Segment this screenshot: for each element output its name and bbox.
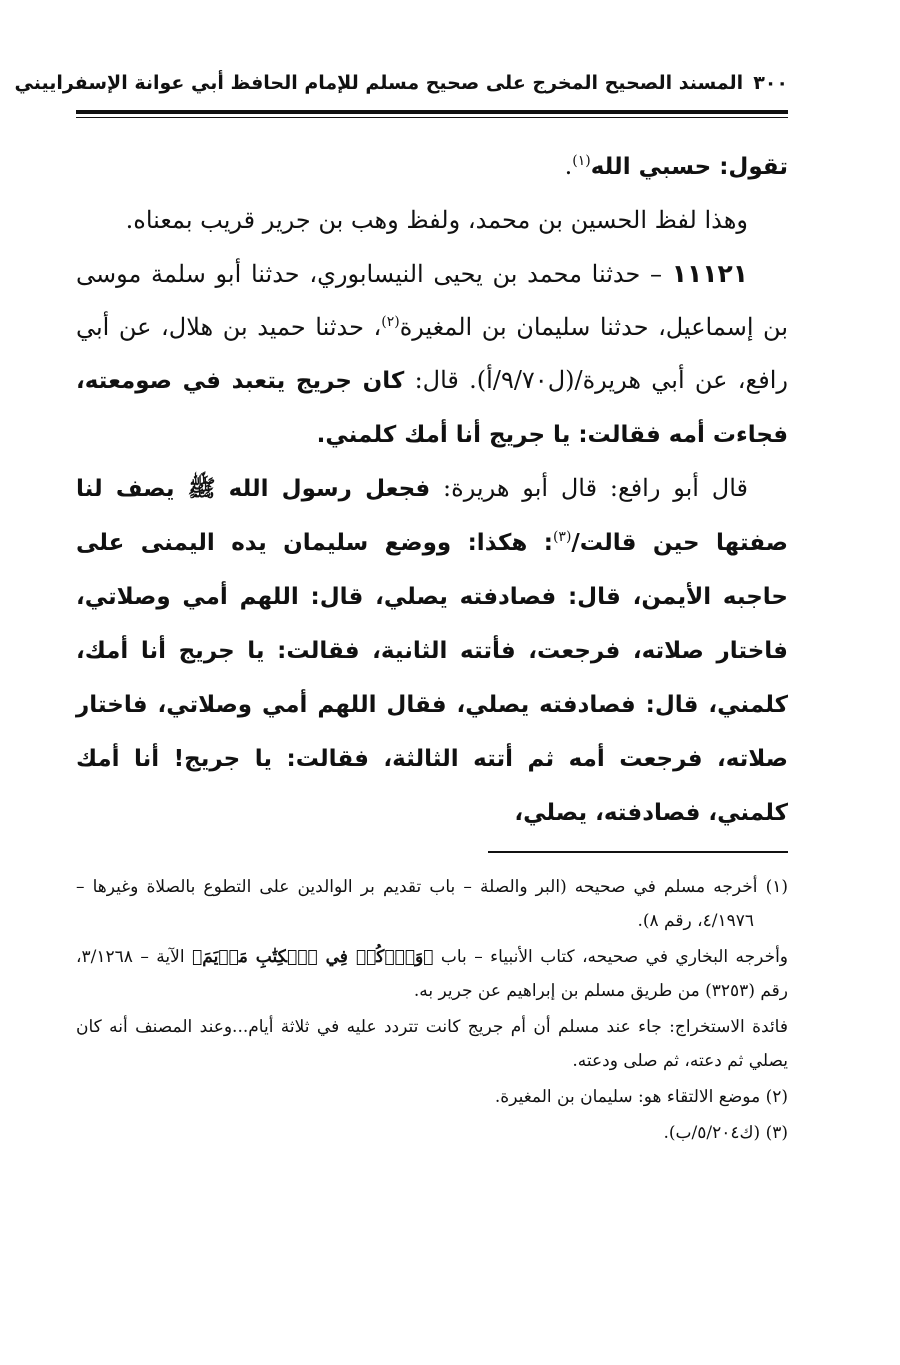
footnote-separator (488, 851, 788, 853)
footnote-ref-3: (٣) (552, 529, 572, 545)
main-text (76, 140, 788, 840)
paragraph-3 (76, 247, 788, 462)
matn-text-c: : هكذا: ووضع سليمان يده اليمنى على حاجبه الأيمن، قال: فصادفته يصلي، قال: اللهم أمي وصلاتي، فاختار صلاته، فرجعت، فأتته الثانية، فقالت: يا جريج أنا أمك، كلمني، قال: فصادفته يصلي، فقال اللهم أمي وصلاتي، فاختار صلاته، فرجعت أمه ثم أتته الثالثة، فقالت: يا جريج! أنا أمك كلمني، فصادفته، يصلي، (76, 530, 788, 826)
matn-text-b: فجعل رسول الله ﷺ يصف لنا صفتها حين قالت/ (76, 476, 788, 556)
paragraph-1-text: تقول: حسبي الله (590, 154, 788, 180)
paragraph-1-end: . (564, 152, 573, 180)
quran-verse: ﴿وَٱذۡكُرۡ فِي ٱلۡكِتَٰبِ مَرۡيَمَ﴾ (192, 947, 434, 967)
footnote-1: (١) أخرجه مسلم في صحيحه (البر والصلة – باب تقديم بر الوالدين على التطوع بالصلاة وغيرها – ٤/١٩٧٦، رقم ٨). (76, 877, 788, 931)
page-number: ٣٠٠ (753, 72, 788, 94)
hadith-number: ١١١٢١ (671, 259, 748, 288)
footnotes (76, 870, 788, 1152)
header-rule-thick (76, 110, 788, 114)
paragraph-4 (76, 462, 788, 840)
footnote-2: (٢) موضع الالتقاء هو: سليمان بن المغيرة. (494, 1087, 788, 1107)
footnote-1-bukhari-b: الآية – ٣/١٢٦٨، رقم (٣٢٥٣) من طريق مسلم بن إبراهيم عن جرير به. (76, 947, 788, 1001)
footnote-ref-1: (١) (572, 153, 591, 169)
footnote-1-bukhari-a: وأخرجه البخاري في صحيحه، كتاب الأنبياء – باب (440, 947, 789, 967)
footnote-3: (٣) (ك٥/٢٠٤/ب). (663, 1123, 788, 1143)
paragraph-1 (76, 140, 788, 194)
footnote-1-benefit: فائدة الاستخراج: جاء عند مسلم أن أم جريج كانت تتردد عليه في ثلاثة أيام...وعند المصنف أنه كان يصلي ثم دعته، ثم صلى ودعته. (76, 1017, 788, 1071)
footnote-1-continued (76, 940, 788, 1008)
running-header (14, 72, 788, 94)
running-title: المسند الصحيح المخرج على صحيح مسلم للإمام الحافظ أبي عوانة الإسفراييني (14, 72, 744, 94)
isnad-text-a: – حدثنا محمد بن يحيى النيسابوري، حدثنا أبو سلمة موسى بن إسماعيل، حدثنا سليمان بن المغيرة (76, 260, 788, 341)
narration-intro: قال أبو رافع: قال أبو هريرة: (443, 474, 748, 502)
header-rule-thin (76, 117, 788, 118)
matn-text-a: كان جريج يتعبد في صومعته، فجاءت أمه فقالت: يا جريج أنا أمك كلمني. (76, 368, 788, 448)
isnad-text-b: ، حدثنا حميد بن هلال، عن أبي رافع، عن أبي هريرة/(ل٩/٧٠/أ). قال: (76, 313, 788, 394)
paragraph-2: وهذا لفظ الحسين بن محمد، ولفظ وهب بن جرير قريب بمعناه. (125, 206, 748, 234)
footnote-ref-2: (٢) (381, 314, 400, 330)
